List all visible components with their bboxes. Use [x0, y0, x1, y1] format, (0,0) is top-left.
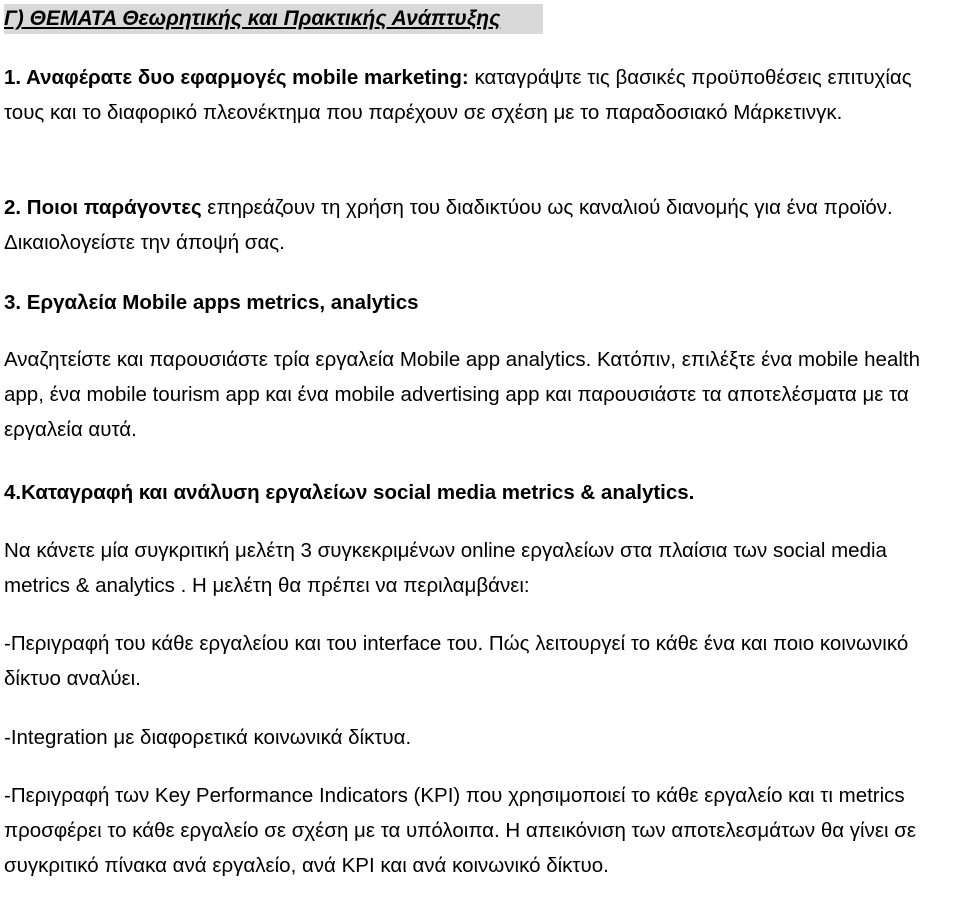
requirement-item: -Integration με διαφορετικά κοινωνικά δίκτυα.: [4, 726, 412, 749]
question-4-title: 4.Καταγραφή και ανάλυση εργαλείων social media metrics & analytics.: [4, 481, 695, 504]
question-2-text: επηρεάζουν τη χρήση του διαδικτύου ως καναλιού διανομής για ένα προϊόν. Δικαιολογείστε την άποψή σας.: [4, 196, 893, 254]
question-1-title: 1. Αναφέρατε δυο εφαρμογές mobile marketing:: [4, 66, 469, 89]
section-heading: Γ) ΘΕΜΑΤΑ Θεωρητικής και Πρακτικής Ανάπτυξης: [4, 4, 543, 34]
question-4-text: Να κάνετε μία συγκριτική μελέτη 3 συγκεκριμένων online εργαλείων στα πλαίσια των social media metrics & analytics . Η μελέτη θα πρέπει να περιλαμβάνει:: [4, 539, 887, 597]
question-2: [4, 190, 956, 260]
question-1: [4, 60, 956, 130]
requirement-item: -Περιγραφή των Key Performance Indicators (KPI) που χρησιμοποιεί το κάθε εργαλείο και τι metrics προσφέρει το κάθε εργαλείο σε σχέση με τα υπόλοιπα. Η απεικόνιση των αποτελεσμάτων θα γίνει σε συγκριτικό πίνακα ανά εργαλείο, ανά KPI και ανά κοινωνικό δίκτυο.: [4, 784, 917, 877]
question-2-title: 2. Ποιοι παράγοντες: [4, 196, 202, 219]
question-3-title: 3. Εργαλεία Mobile apps metrics, analytics: [4, 291, 419, 314]
requirement-item: -Περιγραφή του κάθε εργαλείου και του interface του. Πώς λειτουργεί το κάθε ένα και ποιο κοινωνικό δίκτυο αναλύει.: [4, 632, 909, 690]
question-3-text: Αναζητείστε και παρουσιάστε τρία εργαλεία Mobile app analytics. Κατόπιν, επιλέξτε ένα mobile health app, ένα mobile tourism app και ένα mobile advertising app και παρουσιάστε τα αποτελέσματα με τα εργαλεία αυτά.: [4, 348, 920, 441]
question-1-text: καταγράψτε τις βασικές προϋποθέσεις επιτυχίας τους και το διαφορικό πλεονέκτημα που παρέχουν σε σχέση με το παραδοσιακό Μάρκετινγκ.: [4, 66, 912, 124]
